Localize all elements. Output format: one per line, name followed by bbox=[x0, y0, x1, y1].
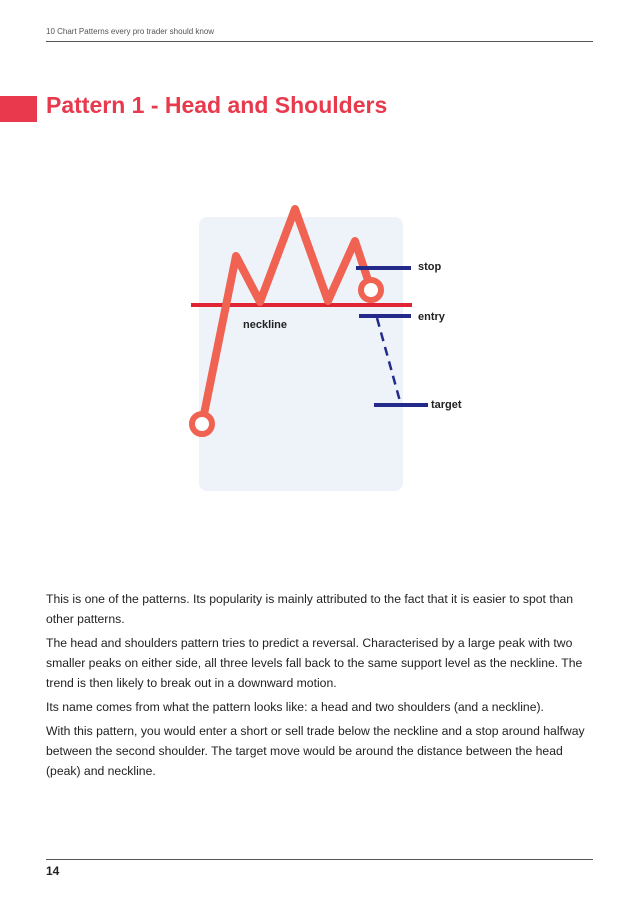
running-header: 10 Chart Patterns every pro trader should know bbox=[46, 27, 215, 36]
paragraph-3: Its name comes from what the pattern looks like: a head and two shoulders (and a neckline). bbox=[46, 700, 544, 714]
neckline-label: neckline bbox=[243, 319, 288, 331]
body-text bbox=[46, 589, 594, 785]
stop-label: stop bbox=[418, 261, 442, 273]
paragraph-1: This is one of the patterns. Its popularity is mainly attributed to the fact that it is easier to spot than other patterns. bbox=[46, 592, 574, 626]
page-number: 14 bbox=[46, 864, 60, 878]
diagram-panel bbox=[199, 217, 403, 491]
start-point-marker bbox=[192, 414, 212, 434]
paragraph-4: With this pattern, you would enter a short or sell trade below the neckline and a stop around halfway between the second shoulder. The target move would be around the distance between the head (peak) and neckline. bbox=[46, 724, 585, 778]
target-label: target bbox=[431, 399, 462, 411]
page-title: Pattern 1 - Head and Shoulders bbox=[46, 92, 388, 118]
paragraph-2: The head and shoulders pattern tries to predict a reversal. Characterised by a large peak with two smaller peaks on either side, all three levels fall back to the same support level as the neckline. The trend is then likely to break out in a downward motion. bbox=[46, 636, 583, 690]
entry-label: entry bbox=[418, 311, 445, 323]
entry-point-marker bbox=[361, 280, 381, 300]
footer-divider bbox=[46, 859, 593, 860]
